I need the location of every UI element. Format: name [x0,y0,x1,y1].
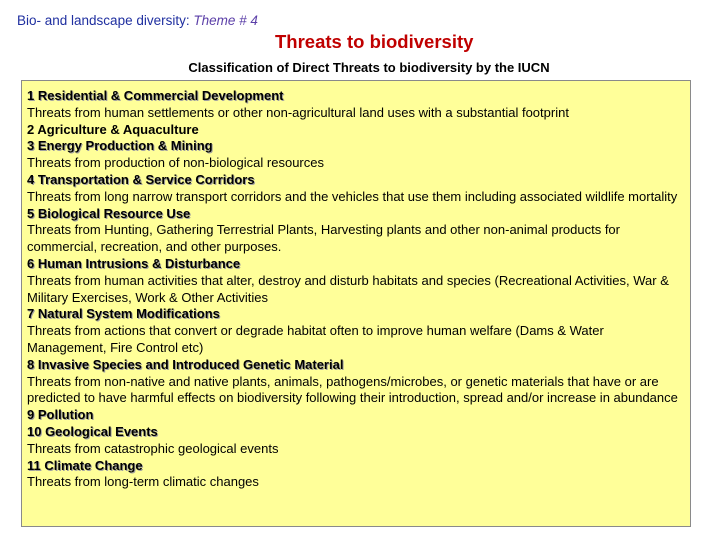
threat-title: 1 Residential & Commercial Development [27,88,284,103]
threat-title: 3 Energy Production & Mining [27,138,213,154]
threat-description: Threats from long narrow transport corridors and the vehicles that use them including associated wildlife mortality [27,188,678,204]
threat-description: Threats from catastrophic geological events [27,440,279,456]
slide-title: Threats to biodiversity [275,31,474,52]
threat-title: 8 Invasive Species and Introduced Genetic Material [27,356,344,372]
threat-title: 5 Biological Resource Use [27,205,191,221]
threat-title: 7 Natural System Modifications [27,306,220,322]
threat-description: Threats from production of non-biological resources [27,155,324,171]
threat-description: Threats from human activities that alter, destroy and disturb habitats and species (Recreational Activities, War & Military Exercises, Work & Other Activities [27,272,669,305]
threat-item [27,88,690,122]
threat-item [27,407,690,424]
threat-description: Threats from actions that convert or degrade habitat often to improve human welfare (Dams & Water Management, Fire Control etc) [27,323,604,355]
threat-item [27,172,690,206]
threat-item [27,256,690,306]
threat-item [27,138,690,172]
threat-title: 9 Pollution [27,407,94,423]
threat-title: 10 Geological Events [27,423,158,439]
threat-description: Threats from human settlements or other non-agricultural land uses with a substantial footprint [27,104,569,120]
threat-item [27,122,690,139]
threat-item [27,458,690,492]
threat-title: 11 Climate Change [27,457,143,473]
threat-item [27,424,690,458]
threat-description: Threats from long-term climatic changes [27,474,259,490]
course-label: Bio- and landscape diversity: [17,13,194,28]
threat-title: 6 Human Intrusions & Disturbance [27,255,241,271]
threats-box [21,80,691,527]
threat-title: 2 Agriculture & Aquaculture [27,121,199,137]
threat-title: 4 Transportation & Service Corridors [27,171,255,187]
course-header [17,13,258,28]
threat-item [27,306,690,356]
subtitle: Classification of Direct Threats to biodiversity by the IUCN [188,60,550,75]
threat-item [27,357,690,407]
threat-description: Threats from non-native and native plants, animals, pathogens/microbes, or genetic materials that have or are predicted to have harmful effects on biodiversity following their introduction, spread and/or increase in abundance [27,373,678,406]
threat-description: Threats from Hunting, Gathering Terrestrial Plants, Harvesting plants and other non-animal products for commercial, recreation, and other purposes. [27,222,620,255]
threat-item [27,206,690,256]
theme-label: Theme # 4 [193,13,258,28]
